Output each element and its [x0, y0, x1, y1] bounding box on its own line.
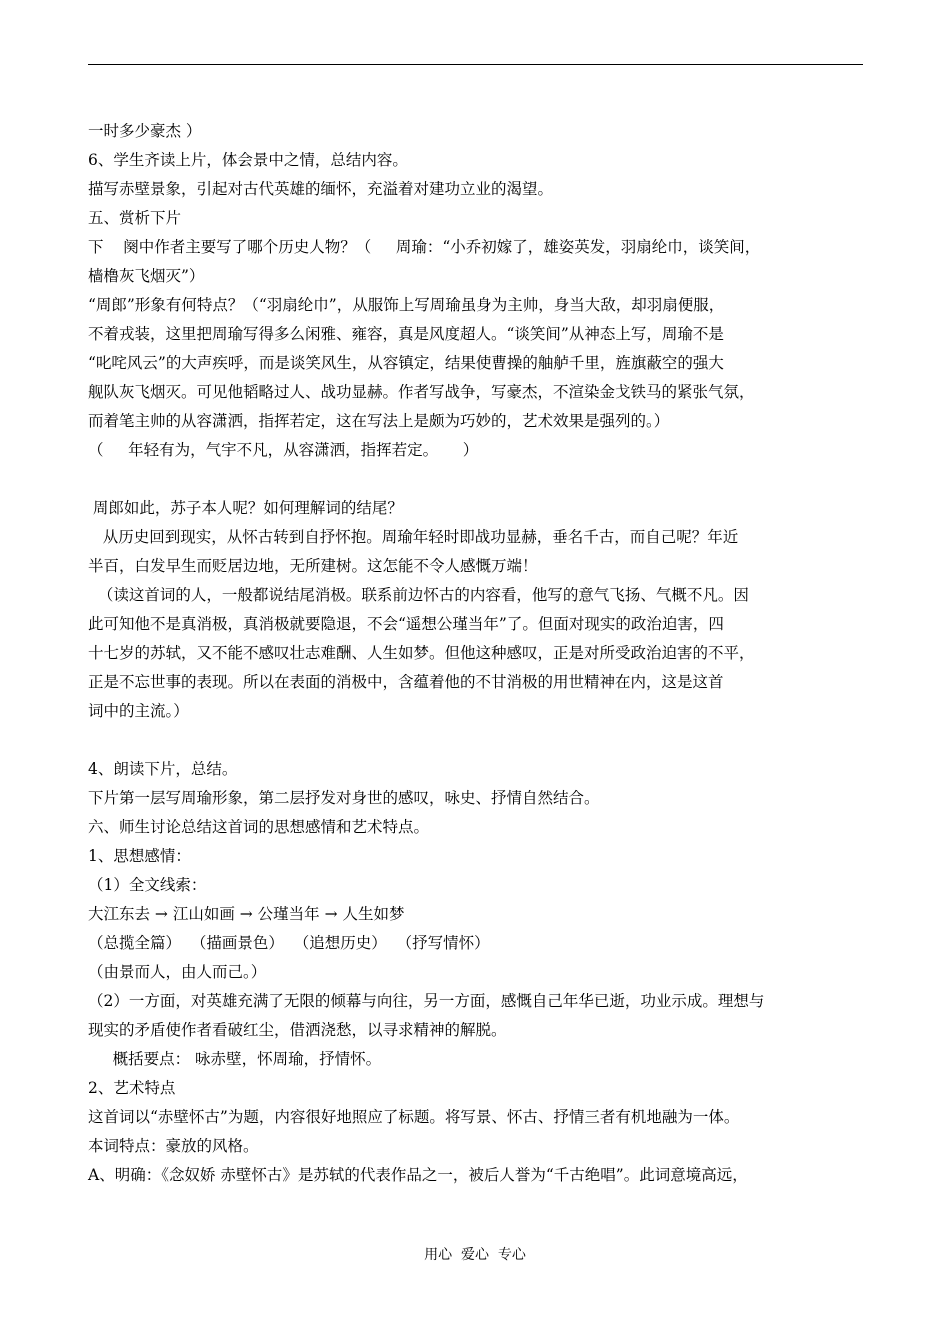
text-line: 此可知他不是真消极，真消极就要隐退，不会“遥想公瑾当年”了。但面对现实的政治迫害，四 [88, 615, 724, 633]
text-line: 从历史回到现实，从怀古转到自抒怀抱。周瑜年轻时即战功显赫，垂名千古，而自己呢？年近 [88, 528, 739, 546]
text-line: 2、艺术特点 [88, 1079, 176, 1097]
text-line: 6、学生齐读上片，体会景中之情，总结内容。 [88, 151, 408, 169]
text-line: 概括要点： 咏赤壁，怀周瑜，抒情怀。 [88, 1050, 382, 1068]
text-line: 舰队灰飞烟灭。可见他韬略过人、战功显赫。作者写战争，写豪杰，不渲染金戈铁马的紧张气氛， [88, 383, 755, 401]
blank-line [88, 726, 868, 755]
text-line: 下片第一层写周瑜形象，第二层抒发对身世的感叹，咏史、抒情自然结合。 [88, 789, 600, 807]
text-line: 下 阕中作者主要写了哪个历史人物？（ 周瑜：“小乔初嫁了，雄姿英发，羽扇纶巾，谈笑间， [88, 238, 761, 256]
text-line: 半百，白发早生而贬居边地，无所建树。这怎能不令人感慨万端！ [88, 557, 538, 575]
text-line: （ 年轻有为，气宇不凡，从容潇洒，指挥若定。 ） [88, 441, 479, 459]
text-line: 不着戎装，这里把周瑜写得多么闲雅、雍容，真是风度超人。“谈笑间”从神态上写，周瑜不是 [88, 325, 724, 343]
text-line: （总揽全篇） （描画景色） （追想历史） （抒写情怀） [88, 934, 490, 952]
text-line: 大江东去 → 江山如画 → 公瑾当年 → 人生如梦 [88, 905, 405, 923]
text-line: 樯橹灰飞烟灭”） [88, 267, 205, 285]
text-line: 而着笔主帅的从容潇洒，指挥若定，这在写法上是颇为巧妙的，艺术效果是强列的。） [88, 412, 670, 430]
text-line: “周郎”形象有何特点？（“羽扇纶巾”，从服饰上写周瑜虽身为主帅，身当大敌，却羽扇便服， [88, 296, 725, 314]
document-body [88, 117, 868, 1190]
text-line: 词中的主流。） [88, 702, 189, 720]
text-line: （1）全文线索： [88, 876, 207, 894]
text-line: 现实的矛盾使作者看破红尘，借洒浇愁，以寻求精神的解脱。 [88, 1021, 507, 1039]
text-line: （由景而人，由人而己。） [88, 963, 267, 981]
text-line: 周郎如此，苏子本人呢？如何理解词的结尾？ [88, 499, 403, 517]
text-line: （2）一方面，对英雄充满了无限的倾幕与向往，另一方面，感慨自己年华已逝，功业示成。理想与 [88, 992, 765, 1010]
text-line: “叱咤风云”的大声疾呼，而是谈笑风生，从容镇定，结果使曹操的舳舻千里，旌旗蔽空的强大 [88, 354, 724, 372]
text-line: 描写赤壁景象，引起对古代英雄的缅怀，充溢着对建功立业的渴望。 [88, 180, 554, 198]
header-rule [88, 64, 863, 65]
blank-line [88, 465, 868, 494]
text-line: 1、思想感情： [88, 847, 191, 865]
text-line: A、明确：《念奴娇 赤壁怀古》是苏轼的代表作品之一，被后人誉为“千古绝唱”。此词意境高远， [88, 1166, 748, 1184]
text-line: 一时多少豪杰 ） [88, 122, 202, 140]
text-line: 六、师生讨论总结这首词的思想感情和艺术特点。 [88, 818, 430, 836]
text-line: （读这首词的人，一般都说结尾消极。联系前边怀古的内容看，他写的意气飞扬、气概不凡。因 [88, 586, 749, 604]
page-footer: 用心 爱心 专心 [424, 1247, 526, 1263]
text-line: 本词特点：豪放的风格。 [88, 1137, 259, 1155]
text-line: 4、朗读下片，总结。 [88, 760, 238, 778]
text-line: 这首词以“赤壁怀古”为题，内容很好地照应了标题。将写景、怀古、抒情三者有机地融为一体。 [88, 1108, 740, 1126]
text-line: 正是不忘世事的表现。所以在表面的消极中，含蕴着他的不甘消极的用世精神在内，这是这首 [88, 673, 724, 691]
text-line: 五、赏析下片 [88, 209, 182, 227]
text-line: 十七岁的苏轼，又不能不感叹壮志难酬、人生如梦。但他这种感叹，正是对所受政治迫害的不平， [88, 644, 755, 662]
